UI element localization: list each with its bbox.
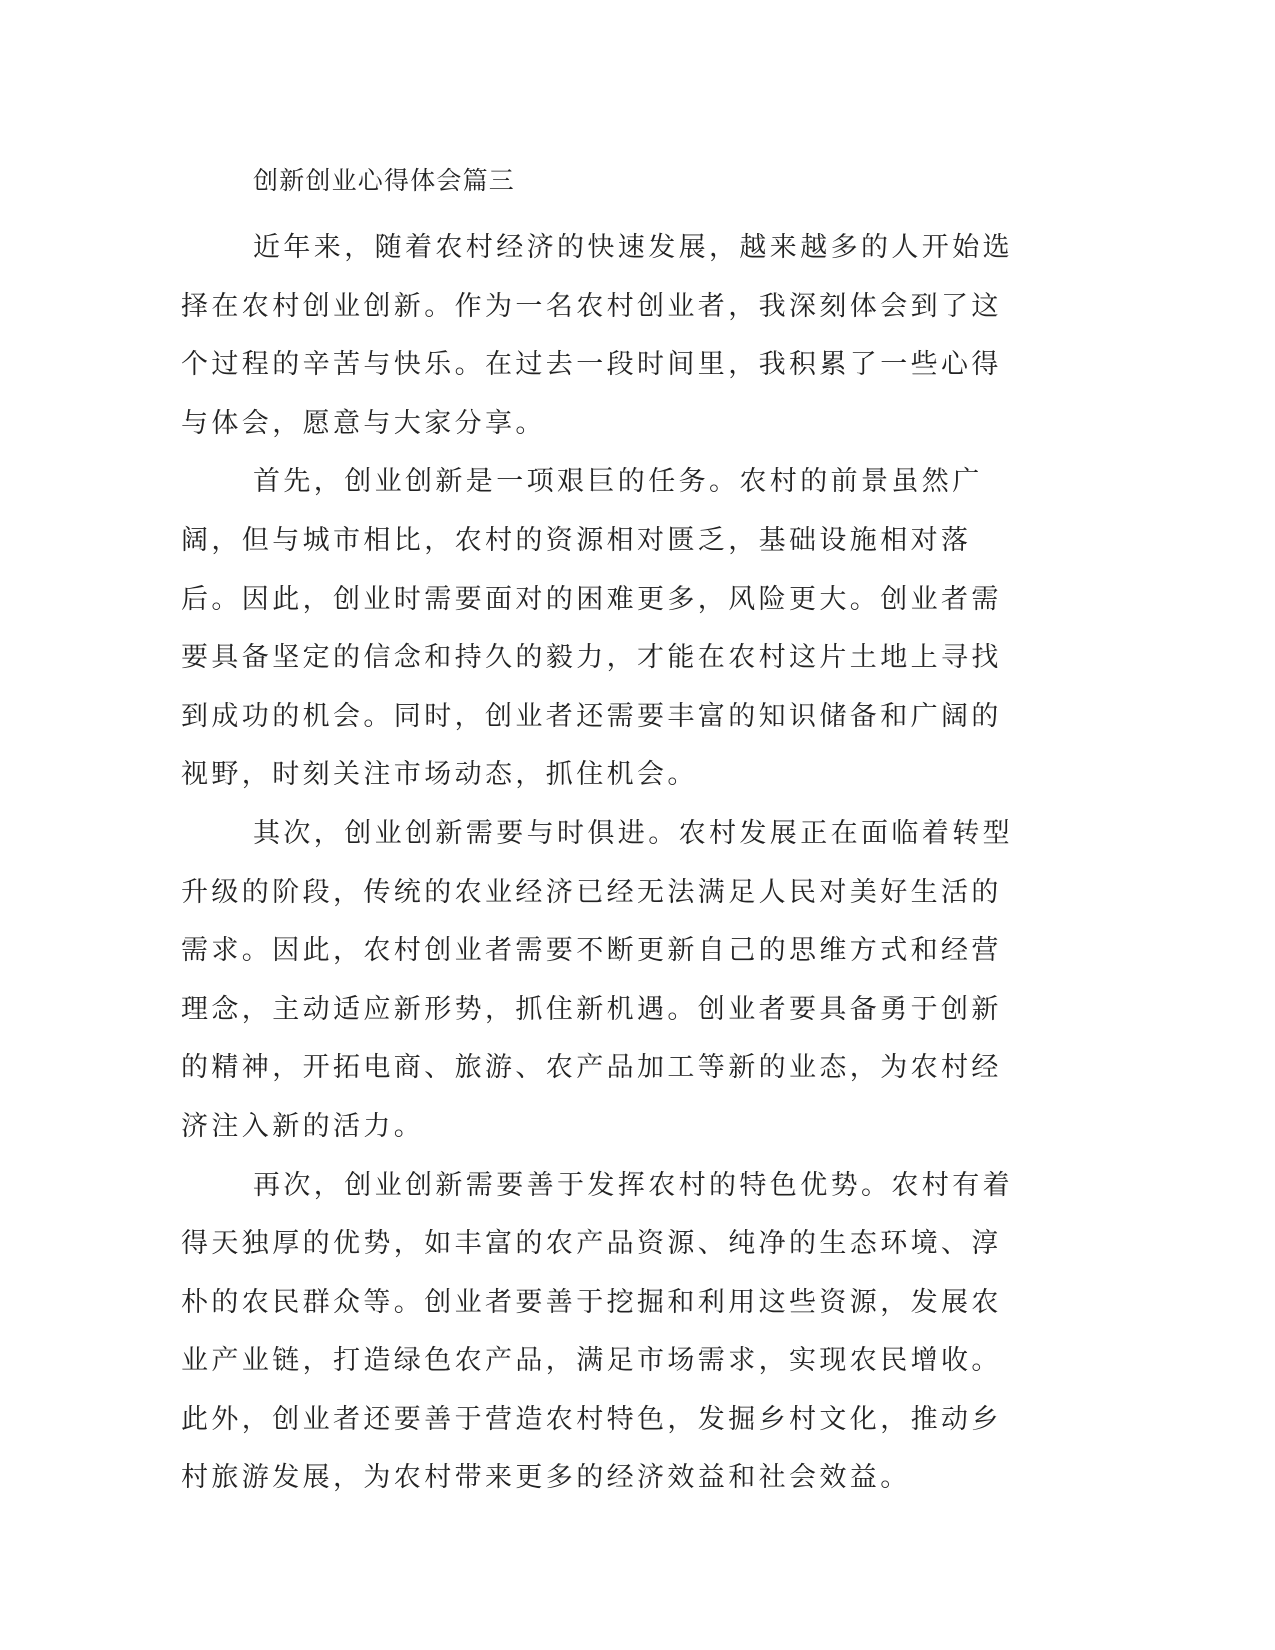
- document-body: [181, 219, 1031, 1508]
- paragraph-4: 再次，创业创新需要善于发挥农村的特色优势。农村有着得天独厚的优势，如丰富的农产品资源、纯净的生态环境、淳朴的农民群众等。创业者要善于挖掘和利用这些资源，发展农业产业链，打造绿色农产品，满足市场需求，实现农民增收。此外，创业者还要善于营造农村特色，发掘乡村文化，推动乡村旅游发展，为农村带来更多的经济效益和社会效益。: [181, 1169, 1013, 1494]
- paragraph-3: 其次，创业创新需要与时俱进。农村发展正在面临着转型升级的阶段，传统的农业经济已经无法满足人民对美好生活的需求。因此，农村创业者需要不断更新自己的思维方式和经营理念，主动适应新形势，抓住新机遇。创业者要具备勇于创新的精神，开拓电商、旅游、农产品加工等新的业态，为农村经济注入新的活力。: [181, 817, 1013, 1142]
- paragraph-1: 近年来，随着农村经济的快速发展，越来越多的人开始选择在农村创业创新。作为一名农村创业者，我深刻体会到了这个过程的辛苦与快乐。在过去一段时间里，我积累了一些心得与体会，愿意与大家分享。: [181, 232, 1013, 439]
- document-title: 创新创业心得体会篇三: [253, 166, 516, 195]
- paragraph-2: 首先，创业创新是一项艰巨的任务。农村的前景虽然广阔，但与城市相比，农村的资源相对匮乏，基础设施相对落后。因此，创业时需要面对的困难更多，风险更大。创业者需要具备坚定的信念和持久的毅力，才能在农村这片土地上寻找到成功的机会。同时，创业者还需要丰富的知识储备和广阔的视野，时刻关注市场动态，抓住机会。: [181, 466, 1002, 791]
